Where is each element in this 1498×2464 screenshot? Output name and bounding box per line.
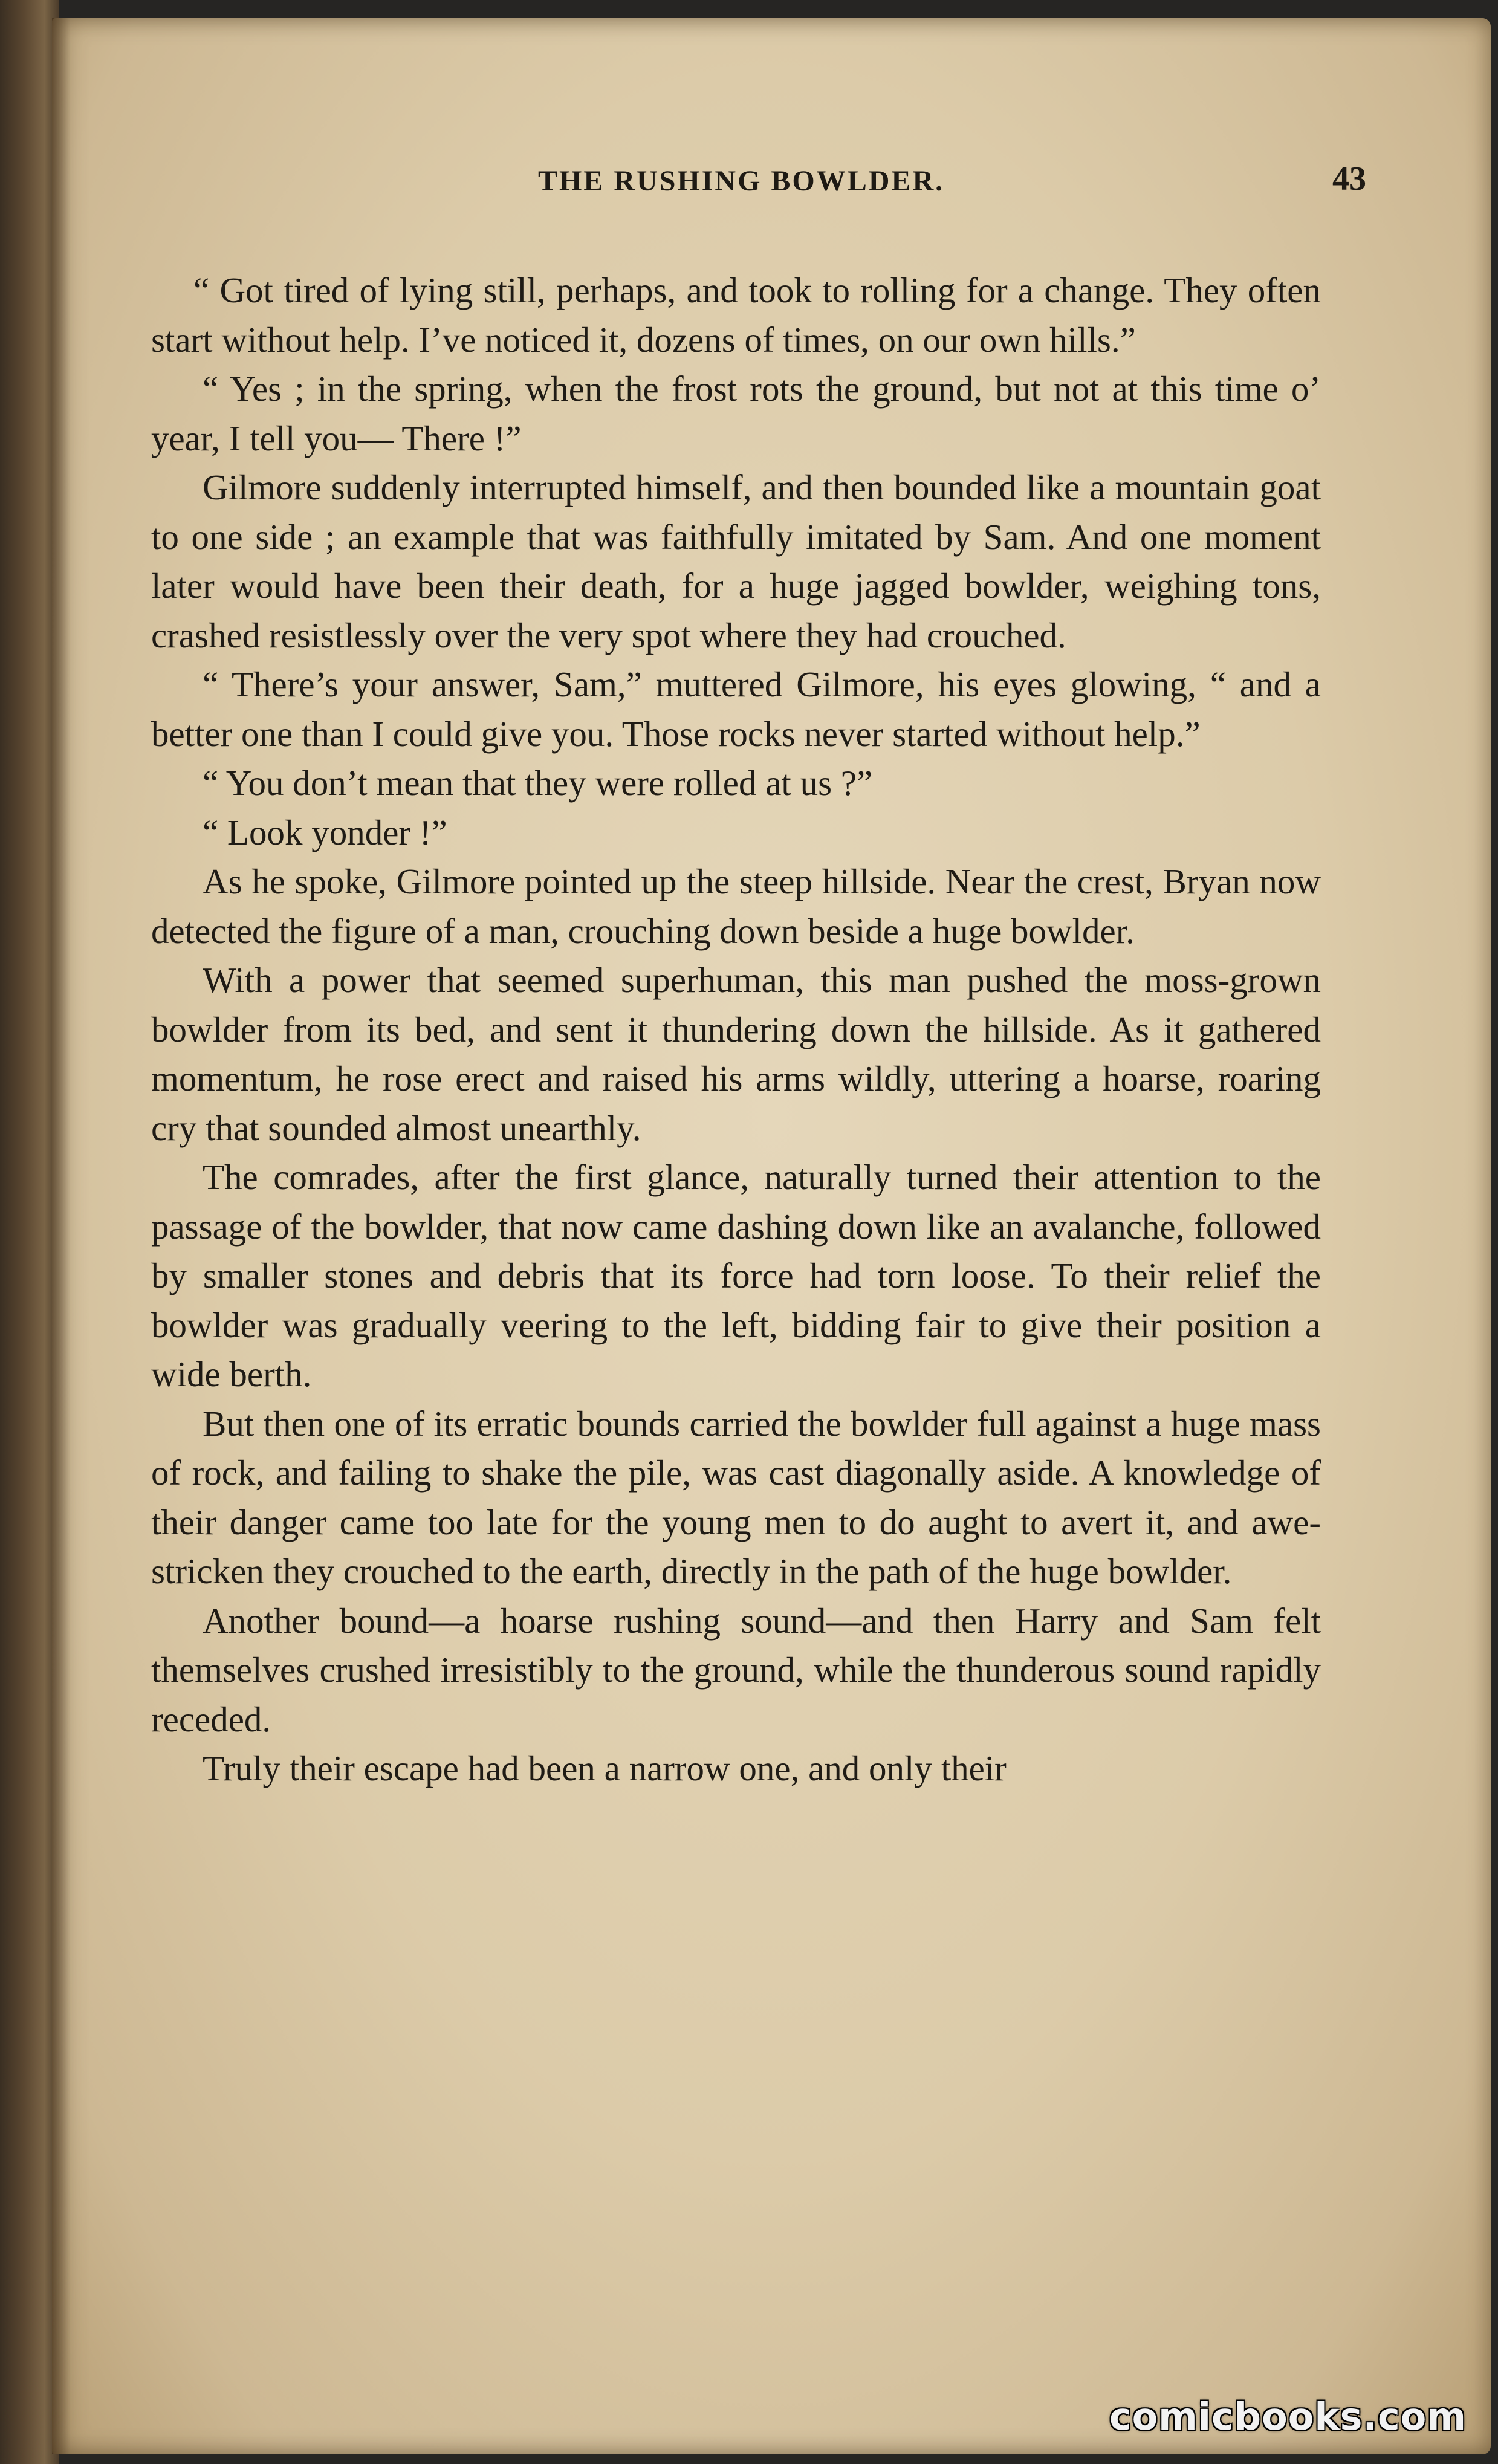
page-number: 43 <box>1332 160 1366 198</box>
paragraph: “ Look yonder !” <box>203 812 447 852</box>
running-title: THE RUSHING BOWLDER. <box>538 165 945 197</box>
paragraph: Truly their escape had been a narrow one, and only their <box>203 1748 1007 1788</box>
paragraph: “ Got tired of lying still, perhaps, and took to rolling for a change. They often start without help. I’ve noticed it, dozens of times, on our own hills.” <box>151 270 1321 360</box>
paragraph: The comrades, after the first glance, naturally turned their attention to the passage of the bowlder, that now came dashing down like an avalanche, followed by smaller stones and debris that its force had torn loose. To their relief the bowlder was gradually veering to the left, bidding fair to give their position a wide berth. <box>151 1157 1321 1394</box>
paragraph: But then one of its erratic bounds carried the bowlder full against a huge mass of rock, and failing to shake the pile, was cast diagonally aside. A knowledge of their danger came too late for the young men to do aught to avert it, and awe-stricken they crouched to the earth, directly in the path of the huge bowlder. <box>151 1403 1321 1591</box>
paragraph: With a power that seemed superhuman, this man pushed the moss-grown bowlder from its bed, and sent it thundering down the hillside. As it gathered momentum, he rose erect and raised his arms wildly, uttering a hoarse, roaring cry that sounded almost unearthly. <box>151 960 1321 1148</box>
paragraph: As he spoke, Gilmore pointed up the steep hillside. Near the crest, Bryan now detected the figure of a man, crouching down beside a huge bowlder. <box>151 861 1321 951</box>
page-header <box>151 160 1366 213</box>
paragraph: “ There’s your answer, Sam,” muttered Gilmore, his eyes glowing, “ and a better one than I could give you. Those rocks never started without help.” <box>151 664 1321 754</box>
paragraph: “ You don’t mean that they were rolled at us ?” <box>203 763 873 803</box>
paragraph: Another bound—a hoarse rushing sound—and then Harry and Sam felt themselves crushed irresistibly to the ground, while the thunderous sound rapidly receded. <box>151 1600 1321 1739</box>
book-binding <box>0 0 59 2464</box>
site-watermark: comicbooks.com <box>1109 2394 1467 2439</box>
paragraph: Gilmore suddenly interrupted himself, and then bounded like a mountain goat to one side ; an example that was faithfully imitated by Sam. And one moment later would have been their death, for a huge jagged bowlder, weighing tons, crashed resistlessly over the very spot where they had crouched. <box>151 467 1321 655</box>
paragraph: “ Yes ; in the spring, when the frost rots the ground, but not at this time o’ year, I tell you— There !” <box>151 369 1321 458</box>
body-text <box>151 266 1321 1794</box>
page-gutter-shadow <box>52 18 70 2454</box>
